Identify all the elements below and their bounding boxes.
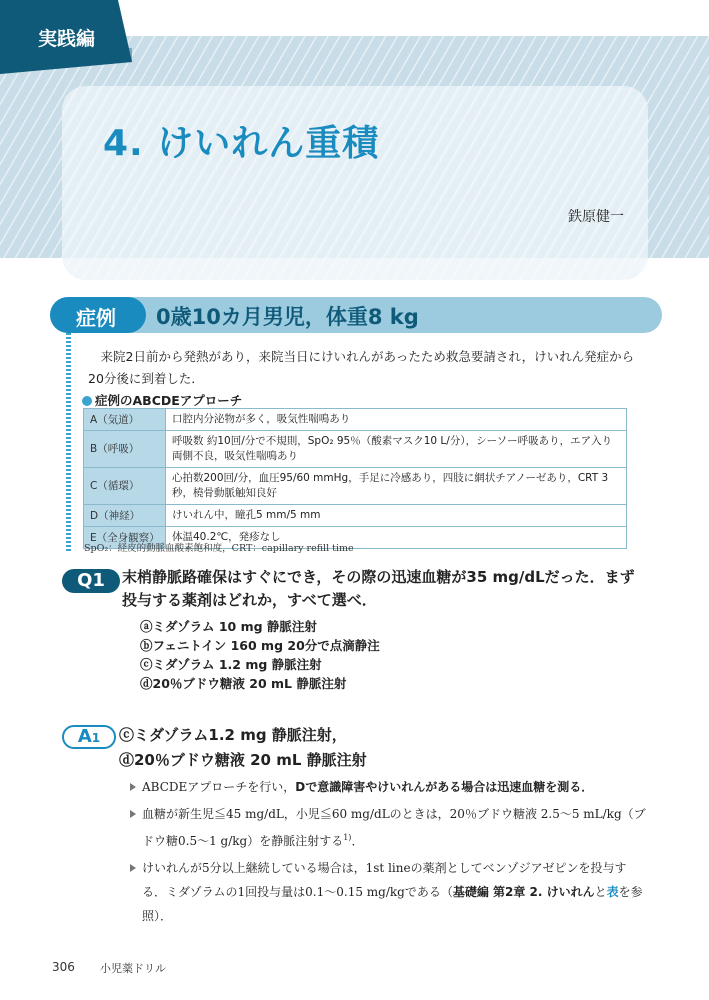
row-value: 口腔内分泌物が多く，吸気性喘鳴あり [166,409,627,431]
note-text: を参照）． [142,885,643,923]
dotted-margin-rule [66,333,71,551]
row-key: A（気道） [84,409,166,431]
page-number: 306 [52,960,75,974]
row-value: 呼吸数 約10回/分で不規則，SpO₂ 95％（酸素マスク10 L/分），シーソー呼吸あり，エア入り両側不良，吸気性喘鳴あり [166,431,627,468]
table-row [84,468,627,505]
option-c: ⓒミダゾラム 1.2 mg 静脈注射 [140,657,322,672]
answer-badge [62,725,116,749]
table-footnote: SpO₂：経皮的動脈血酸素飽和度，CRT：capillary refill time [84,543,354,554]
note-text: ABCDEアプローチを行い， [142,780,296,794]
reference-superscript: 1) [343,833,352,842]
case-title: 0歳10カ月男児，体重8 kg [156,305,419,329]
row-value: 心拍数200回/分，血圧95/60 mmHg，手足に冷感あり，四肢に網状チアノーゼあり，CRT 3秒，橈骨動脈触知良好 [166,468,627,505]
question-text: 末梢静脈路確保はすぐにでき，その際の迅速血糖が35 mg/dLだった．まず投与する薬剤はどれか，すべて選べ． [122,568,635,609]
note-text: ． [351,834,364,848]
chapter-title: 4. けいれん重積 [103,123,380,164]
answer-text [119,723,367,773]
option-b: ⓑフェニトイン 160 mg 20分で点滴静注 [140,638,380,653]
row-value: 体温40.2℃，発疹なし [166,527,627,549]
table-row [84,431,627,468]
row-key: C（循環） [84,468,166,505]
answer-note [128,775,648,799]
abcde-table [83,408,627,549]
table-row [84,505,627,527]
option-a: ⓐミダゾラム 10 mg 静脈注射 [140,619,317,634]
answer-note [128,802,648,853]
table-row [84,409,627,431]
bullet-dot-icon [82,396,92,406]
abcde-heading-text: 症例のABCDEアプローチ [95,393,243,408]
row-key: D（神経） [84,505,166,527]
answer-line-1: ⓒミダゾラム1.2 mg 静脈注射， [119,726,347,744]
answer-notes [128,775,648,931]
row-value: けいれん中，瞳孔5 mm/5 mm [166,505,627,527]
answer-note [128,856,648,928]
part-label: 実践編 [38,28,96,50]
case-description: 来院2日前から発熱があり，来院当日にけいれんがあったため救急要請され，けいれん発症から20分後に到着した． [88,349,635,386]
answer-badge-letter: A [77,726,92,747]
row-key: E（全身観察） [84,527,166,549]
question-badge: Q1 [62,569,120,593]
case-label: 症例 [76,306,116,330]
note-text: と [594,885,607,899]
cross-reference: 基礎編 第2章 2. けいれん [452,885,595,899]
question-options [140,617,380,693]
book-title: 小児薬ドリル [100,962,166,975]
note-text: けいれんが5分以上継続している場合は，1st lineの薬剤としてベンゾジアゼピンを投与する．ミダゾラムの1回投与量は0.1～0.15 mg/kgである（ [142,861,627,899]
abcde-heading [82,391,242,409]
option-d: ⓓ20％ブドウ糖液 20 mL 静脈注射 [140,676,347,691]
note-text: 血糖が新生児≦45 mg/dL，小児≦60 mg/dLのときは，20％ブドウ糖液 2.5～5 mL/kg（ブドウ糖0.5～1 g/kg）を静脈注射する [142,807,646,848]
answer-line-2: ⓓ20％ブドウ糖液 20 mL 静脈注射 [119,751,367,769]
author-name: 鉄原健一 [568,209,624,225]
row-key: B（呼吸） [84,431,166,468]
table-link[interactable]: 表 [606,885,619,899]
note-emphasis: Dで意識障害やけいれんがある場合は迅速血糖を測る． [295,780,594,794]
answer-badge-number: 1 [91,731,101,745]
